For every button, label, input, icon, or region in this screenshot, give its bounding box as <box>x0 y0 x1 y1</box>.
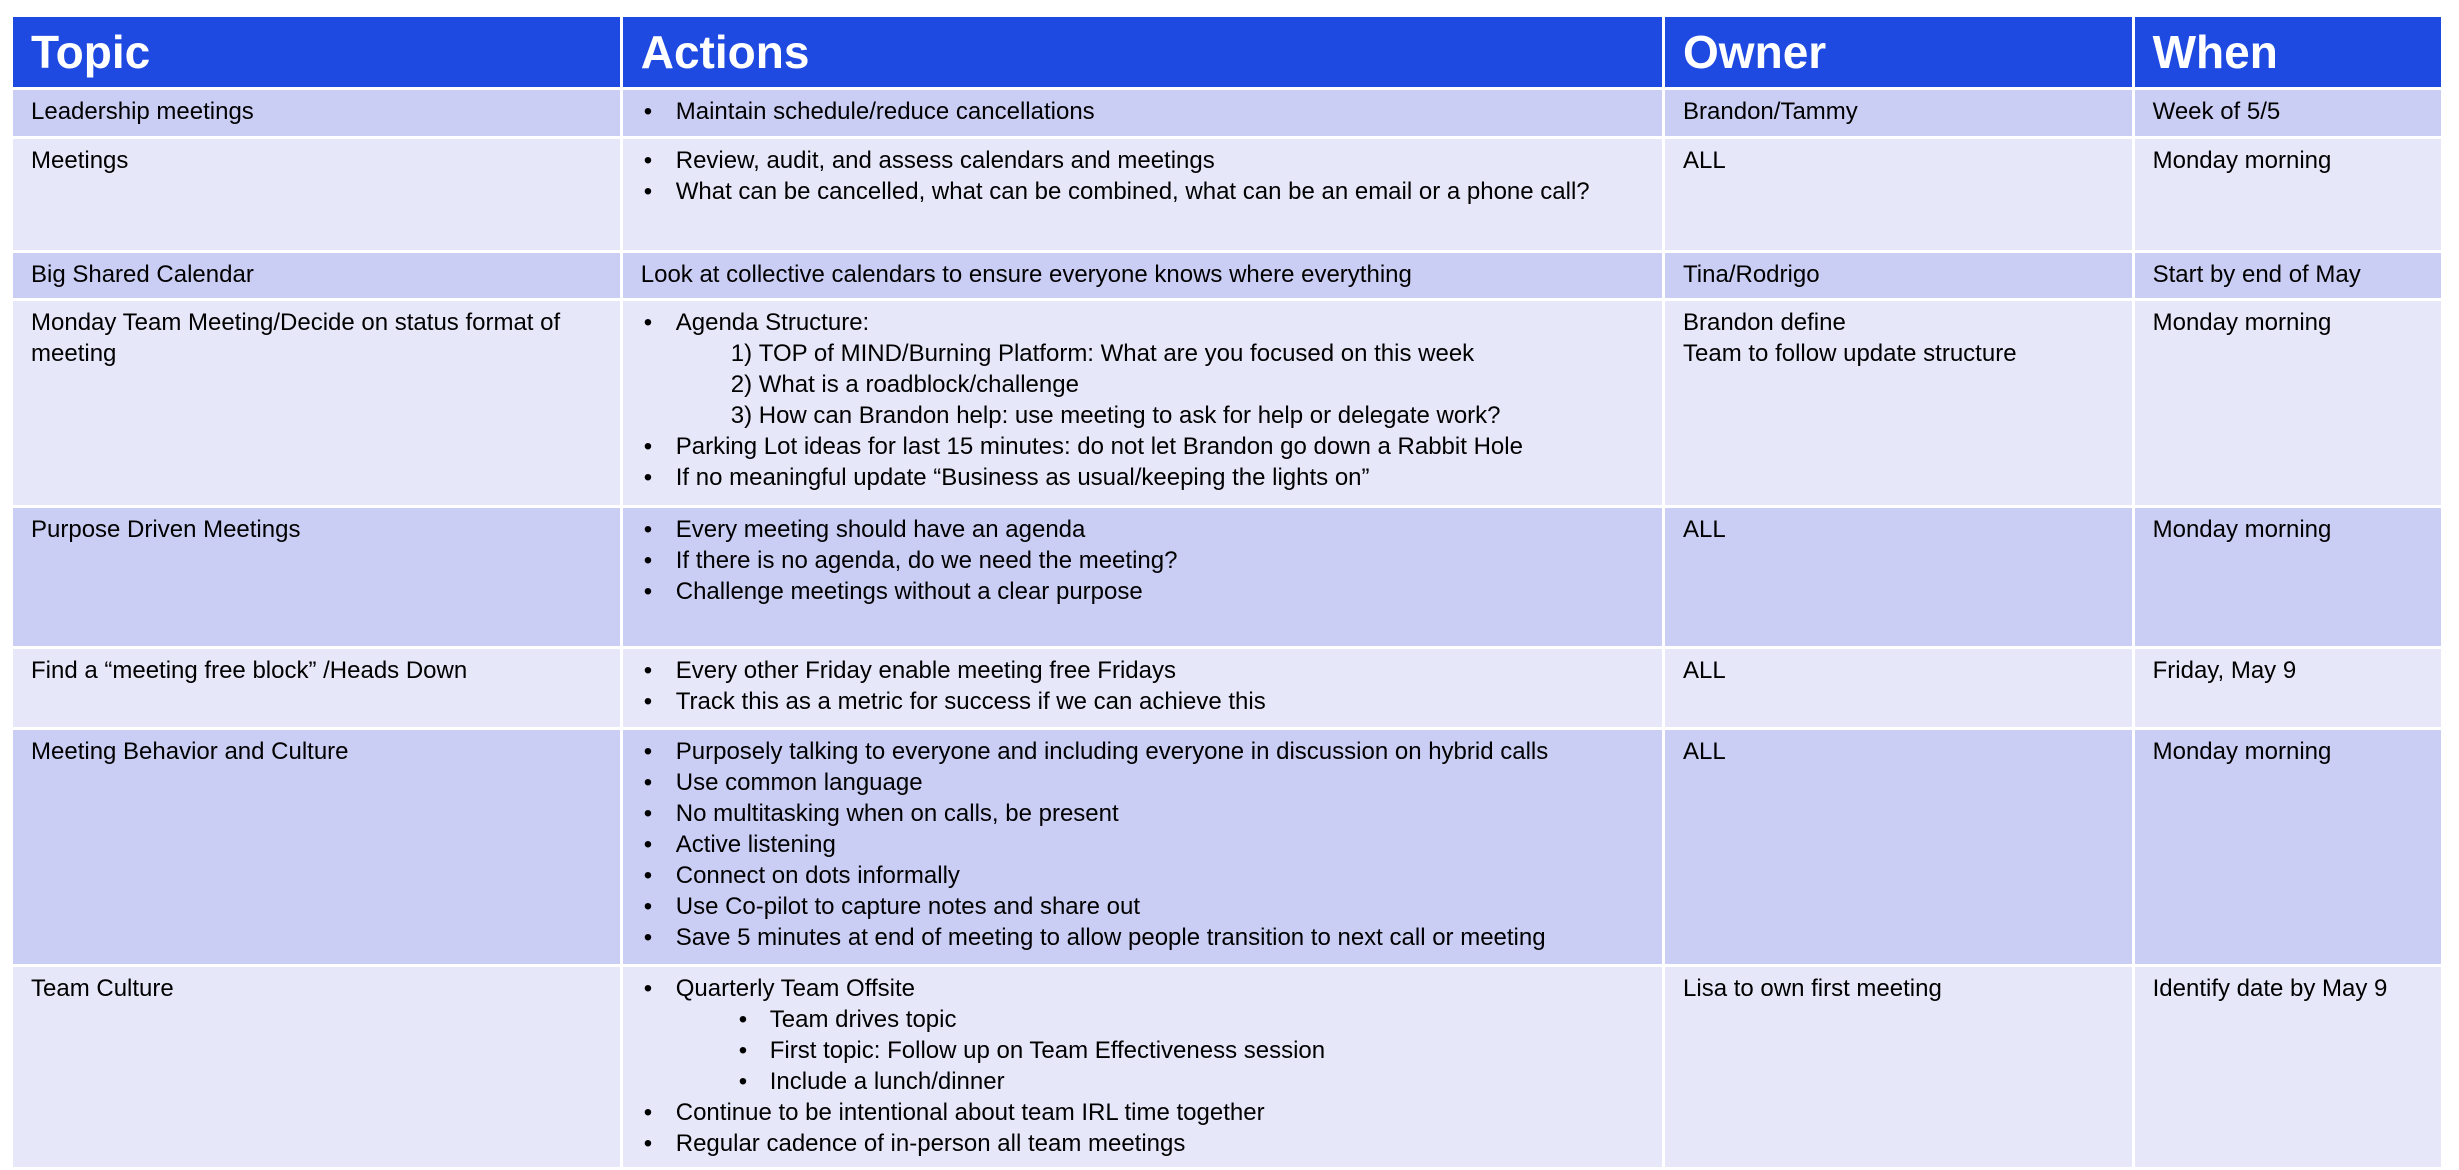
table-row <box>13 90 2441 136</box>
action-item <box>641 655 1644 686</box>
when-cell: Monday morning <box>2135 139 2441 250</box>
header-row <box>13 17 2441 87</box>
header-owner: Owner <box>1665 17 2132 87</box>
owner-line: ALL <box>1683 738 1726 765</box>
owner-cell <box>1665 253 2132 298</box>
bullet-icon: • <box>643 893 653 920</box>
action-item <box>641 1066 1644 1097</box>
action-text: Every meeting should have an agenda <box>675 516 1086 543</box>
bullet-icon: • <box>643 516 653 543</box>
action-text: Use common language <box>675 769 923 796</box>
bullet-icon: • <box>738 1068 748 1095</box>
table-row <box>13 730 2441 964</box>
owner-cell <box>1665 301 2132 505</box>
owner-line: ALL <box>1683 147 1726 174</box>
action-item <box>641 145 1644 176</box>
action-text: Parking Lot ideas for last 15 minutes: do not let Brandon go down a Rabbit Hole <box>675 433 1523 460</box>
action-item <box>641 1097 1644 1128</box>
action-item <box>641 686 1644 717</box>
bullet-icon: • <box>643 800 653 827</box>
owner-line: Team to follow update structure <box>1683 340 2017 367</box>
list-number: 1) <box>730 340 753 367</box>
action-text: Active listening <box>675 831 836 858</box>
actions-cell <box>623 649 1662 727</box>
actions-cell <box>623 508 1662 646</box>
table-row <box>13 301 2441 505</box>
actions-cell <box>623 967 1662 1167</box>
action-text: No multitasking when on calls, be present <box>675 800 1119 827</box>
bullet-icon: • <box>643 688 653 715</box>
list-number: 3) <box>730 402 753 429</box>
bullet-icon: • <box>643 831 653 858</box>
bullet-icon: • <box>643 547 653 574</box>
table-row <box>13 253 2441 298</box>
action-item <box>641 514 1644 545</box>
action-item <box>641 891 1644 922</box>
bullet-icon: • <box>643 433 653 460</box>
action-text: Agenda Structure: <box>675 309 870 336</box>
header-topic: Topic <box>13 17 620 87</box>
action-item <box>641 431 1644 462</box>
action-item <box>641 1004 1644 1035</box>
owner-line: Lisa to own first meeting <box>1683 975 1942 1002</box>
bullet-icon: • <box>643 657 653 684</box>
when-cell: Start by end of May <box>2135 253 2441 298</box>
action-text: Team drives topic <box>769 1006 957 1033</box>
action-text: Quarterly Team Offsite <box>675 975 915 1002</box>
table-row <box>13 139 2441 250</box>
action-items-table <box>10 14 2444 1170</box>
action-text: Continue to be intentional about team IRL time together <box>675 1099 1265 1126</box>
when-cell: Week of 5/5 <box>2135 90 2441 136</box>
action-item <box>641 1128 1644 1159</box>
action-item <box>641 369 1644 400</box>
action-text: If no meaningful update “Business as usual/keeping the lights on” <box>675 464 1370 491</box>
when-cell: Friday, May 9 <box>2135 649 2441 727</box>
table-row <box>13 508 2441 646</box>
topic-cell: Monday Team Meeting/Decide on status format of meeting <box>13 301 620 505</box>
owner-cell <box>1665 649 2132 727</box>
action-text: Connect on dots informally <box>675 862 960 889</box>
header-when: When <box>2135 17 2441 87</box>
owner-line: Tina/Rodrigo <box>1683 261 1820 288</box>
bullet-icon: • <box>643 309 653 336</box>
owner-cell <box>1665 139 2132 250</box>
actions-cell <box>623 139 1662 250</box>
action-item <box>641 338 1644 369</box>
action-item <box>641 176 1644 207</box>
action-text: Maintain schedule/reduce cancellations <box>675 98 1095 125</box>
bullet-icon: • <box>643 1130 653 1157</box>
bullet-icon: • <box>643 178 653 205</box>
topic-cell: Meetings <box>13 139 620 250</box>
action-text: What is a roadblock/challenge <box>758 371 1079 398</box>
topic-cell: Find a “meeting free block” /Heads Down <box>13 649 620 727</box>
action-item <box>641 96 1644 127</box>
topic-cell: Purpose Driven Meetings <box>13 508 620 646</box>
when-cell: Monday morning <box>2135 508 2441 646</box>
action-item <box>641 922 1644 953</box>
bullet-icon: • <box>738 1006 748 1033</box>
owner-cell <box>1665 508 2132 646</box>
bullet-icon: • <box>643 975 653 1002</box>
action-text: Purposely talking to everyone and including everyone in discussion on hybrid calls <box>675 738 1549 765</box>
bullet-icon: • <box>643 738 653 765</box>
bullet-icon: • <box>643 464 653 491</box>
action-item <box>641 545 1644 576</box>
action-text: TOP of MIND/Burning Platform: What are you focused on this week <box>758 340 1475 367</box>
bullet-icon: • <box>738 1037 748 1064</box>
action-text: Use Co-pilot to capture notes and share out <box>675 893 1141 920</box>
owner-cell <box>1665 967 2132 1167</box>
header-actions: Actions <box>623 17 1662 87</box>
bullet-icon: • <box>643 769 653 796</box>
action-text: How can Brandon help: use meeting to ask for help or delegate work? <box>758 402 1501 429</box>
owner-line: Brandon define <box>1683 309 1846 336</box>
action-item <box>641 829 1644 860</box>
action-text: If there is no agenda, do we need the meeting? <box>675 547 1178 574</box>
actions-cell <box>623 90 1662 136</box>
topic-cell: Meeting Behavior and Culture <box>13 730 620 964</box>
owner-cell <box>1665 90 2132 136</box>
topic-cell: Leadership meetings <box>13 90 620 136</box>
action-text: Look at collective calendars to ensure everyone knows where everything <box>640 261 1412 288</box>
bullet-icon: • <box>643 862 653 889</box>
actions-cell <box>623 301 1662 505</box>
owner-line: ALL <box>1683 657 1726 684</box>
owner-line: ALL <box>1683 516 1726 543</box>
when-cell: Identify date by May 9 <box>2135 967 2441 1167</box>
action-item <box>641 1035 1644 1066</box>
bullet-icon: • <box>643 578 653 605</box>
action-text: Challenge meetings without a clear purpose <box>675 578 1143 605</box>
when-cell: Monday morning <box>2135 730 2441 964</box>
action-item <box>641 798 1644 829</box>
action-item <box>641 736 1644 767</box>
bullet-icon: • <box>643 147 653 174</box>
topic-cell: Team Culture <box>13 967 620 1167</box>
action-text: Save 5 minutes at end of meeting to allow people transition to next call or meeting <box>675 924 1546 951</box>
when-cell: Monday morning <box>2135 301 2441 505</box>
actions-cell <box>623 253 1662 298</box>
bullet-icon: • <box>643 924 653 951</box>
action-item <box>641 767 1644 798</box>
action-text: What can be cancelled, what can be combined, what can be an email or a phone call? <box>675 178 1590 205</box>
action-item <box>641 400 1644 431</box>
list-number: 2) <box>730 371 753 398</box>
action-text: Include a lunch/dinner <box>769 1068 1005 1095</box>
action-item <box>641 973 1644 1004</box>
action-item <box>641 307 1644 338</box>
action-text: Regular cadence of in-person all team meetings <box>675 1130 1186 1157</box>
table-row <box>13 967 2441 1167</box>
action-text: Every other Friday enable meeting free Fridays <box>675 657 1176 684</box>
owner-line: Brandon/Tammy <box>1683 98 1858 125</box>
action-text: Track this as a metric for success if we can achieve this <box>675 688 1266 715</box>
action-text: First topic: Follow up on Team Effectiveness session <box>769 1037 1326 1064</box>
bullet-icon: • <box>643 98 653 125</box>
action-item <box>641 860 1644 891</box>
action-text: Review, audit, and assess calendars and meetings <box>675 147 1215 174</box>
table-row <box>13 649 2441 727</box>
action-item <box>641 462 1644 493</box>
bullet-icon: • <box>643 1099 653 1126</box>
action-item <box>641 259 1644 290</box>
actions-cell <box>623 730 1662 964</box>
topic-cell: Big Shared Calendar <box>13 253 620 298</box>
action-item <box>641 576 1644 607</box>
owner-cell <box>1665 730 2132 964</box>
